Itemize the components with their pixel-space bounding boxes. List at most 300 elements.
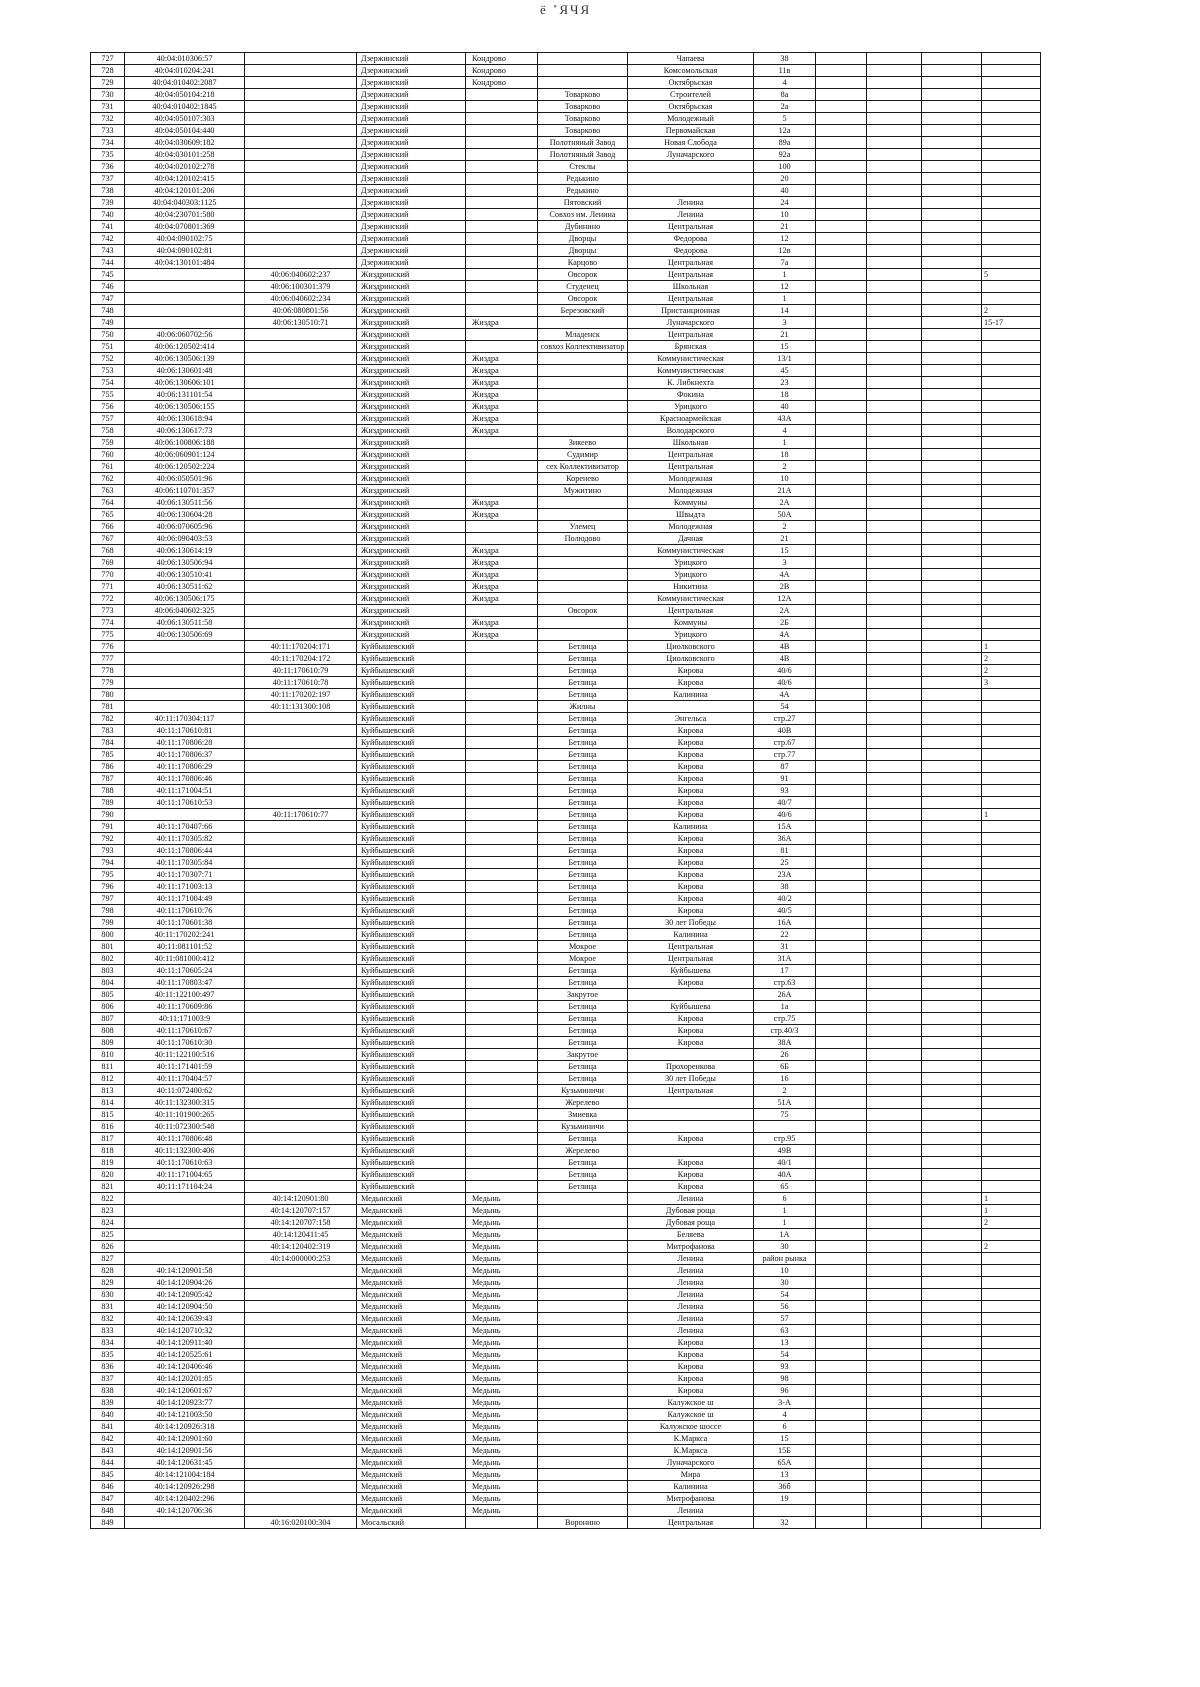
registry-table [90, 52, 1041, 1529]
house-cell: 40/1 [754, 1157, 816, 1169]
cadastral-number-a-cell: 40:14:120631:45 [125, 1457, 245, 1469]
table-row [91, 821, 1041, 833]
table-row [91, 221, 1041, 233]
col-11-cell [922, 257, 982, 269]
cadastral-number-b-cell [245, 1445, 357, 1457]
table-row [91, 53, 1041, 65]
street-cell: Центральная [628, 329, 754, 341]
col-12-cell [982, 1025, 1041, 1037]
city-cell [466, 329, 538, 341]
col-10-cell [867, 749, 922, 761]
table-row [91, 1301, 1041, 1313]
cadastral-number-a-cell: 40:06:130506:69 [125, 629, 245, 641]
district-cell: Жиздринский [357, 305, 466, 317]
col-9-cell [816, 1493, 867, 1505]
city-cell [466, 1013, 538, 1025]
cadastral-number-b-cell [245, 713, 357, 725]
district-cell: Куйбышевский [357, 1169, 466, 1181]
col-10-cell [867, 1181, 922, 1193]
city-cell [466, 1037, 538, 1049]
district-cell: Медынский [357, 1493, 466, 1505]
cadastral-number-a-cell: 40:04:030609:182 [125, 137, 245, 149]
col-11-cell [922, 857, 982, 869]
col-12-cell [982, 341, 1041, 353]
street-cell: Ленина [628, 1253, 754, 1265]
house-cell: 32 [754, 1517, 816, 1529]
col-12-cell [982, 1061, 1041, 1073]
street-cell: Кирова [628, 1013, 754, 1025]
cadastral-number-b-cell: 40:14:000000:253 [245, 1253, 357, 1265]
col-11-cell [922, 1205, 982, 1217]
cadastral-number-b-cell [245, 1169, 357, 1181]
table-row [91, 677, 1041, 689]
street-cell: Федорова [628, 233, 754, 245]
cadastral-number-a-cell: 40:06:130601:48 [125, 365, 245, 377]
cadastral-number-b-cell [245, 197, 357, 209]
col-11-cell [922, 917, 982, 929]
district-cell: Куйбышевский [357, 1073, 466, 1085]
district-cell: Куйбышевский [357, 977, 466, 989]
col-9-cell [816, 797, 867, 809]
settlement-cell: Жилны [538, 701, 628, 713]
city-cell [466, 101, 538, 113]
col-9-cell [816, 257, 867, 269]
cadastral-number-b-cell [245, 221, 357, 233]
city-cell [466, 857, 538, 869]
table-row [91, 509, 1041, 521]
cadastral-number-a-cell [125, 1217, 245, 1229]
city-cell: Жиздра [466, 425, 538, 437]
street-cell: Ленина [628, 1277, 754, 1289]
table-row [91, 305, 1041, 317]
district-cell: Медынский [357, 1289, 466, 1301]
col-11-cell [922, 1073, 982, 1085]
col-9-cell [816, 605, 867, 617]
city-cell: Медынь [466, 1433, 538, 1445]
col-10-cell [867, 137, 922, 149]
cadastral-number-a-cell: 40:06:130506:155 [125, 401, 245, 413]
col-11-cell [922, 977, 982, 989]
col-9-cell [816, 1229, 867, 1241]
col-9-cell [816, 1025, 867, 1037]
cadastral-number-b-cell [245, 1073, 357, 1085]
street-cell: Ленина [628, 209, 754, 221]
settlement-cell [538, 377, 628, 389]
cadastral-number-b-cell [245, 1157, 357, 1169]
street-cell: Центральная [628, 941, 754, 953]
table-row [91, 725, 1041, 737]
table-row [91, 713, 1041, 725]
house-cell: 51А [754, 1097, 816, 1109]
col-12-cell [982, 1289, 1041, 1301]
house-cell: 81 [754, 845, 816, 857]
row-number-cell: 741 [91, 221, 125, 233]
col-10-cell [867, 413, 922, 425]
cadastral-number-a-cell: 40:11:171004:51 [125, 785, 245, 797]
city-cell [466, 1001, 538, 1013]
house-cell: 7а [754, 257, 816, 269]
district-cell: Куйбышевский [357, 701, 466, 713]
cadastral-number-a-cell: 40:04:090102:81 [125, 245, 245, 257]
district-cell: Куйбышевский [357, 989, 466, 1001]
city-cell [466, 113, 538, 125]
col-12-cell: 3 [982, 677, 1041, 689]
col-10-cell [867, 977, 922, 989]
street-cell: Калужское ш [628, 1409, 754, 1421]
cadastral-number-a-cell: 40:06:130506:139 [125, 353, 245, 365]
cadastral-number-b-cell: 40:06:040602:234 [245, 293, 357, 305]
street-cell: Калинина [628, 689, 754, 701]
house-cell: 40 [754, 401, 816, 413]
cadastral-number-a-cell: 40:04:010402:2087 [125, 77, 245, 89]
col-12-cell: 1 [982, 809, 1041, 821]
district-cell: Куйбышевский [357, 1109, 466, 1121]
district-cell: Дзержинский [357, 125, 466, 137]
row-number-cell: 752 [91, 353, 125, 365]
settlement-cell: Бетлица [538, 881, 628, 893]
city-cell [466, 473, 538, 485]
settlement-cell: Воронино [538, 1517, 628, 1529]
col-10-cell [867, 593, 922, 605]
col-12-cell [982, 1313, 1041, 1325]
row-number-cell: 809 [91, 1037, 125, 1049]
city-cell: Медынь [466, 1481, 538, 1493]
cadastral-number-b-cell [245, 113, 357, 125]
street-cell [628, 185, 754, 197]
house-cell: 45 [754, 365, 816, 377]
col-12-cell [982, 1013, 1041, 1025]
col-10-cell [867, 449, 922, 461]
col-9-cell [816, 689, 867, 701]
cadastral-number-a-cell [125, 269, 245, 281]
cadastral-number-a-cell [125, 689, 245, 701]
cadastral-number-a-cell: 40:14:120601:67 [125, 1385, 245, 1397]
district-cell: Куйбышевский [357, 1097, 466, 1109]
cadastral-number-b-cell [245, 737, 357, 749]
city-cell: Медынь [466, 1457, 538, 1469]
district-cell: Куйбышевский [357, 941, 466, 953]
city-cell [466, 953, 538, 965]
city-cell: Жиздра [466, 569, 538, 581]
col-10-cell [867, 281, 922, 293]
col-9-cell [816, 905, 867, 917]
settlement-cell: Полюдово [538, 533, 628, 545]
city-cell [466, 125, 538, 137]
col-9-cell [816, 437, 867, 449]
street-cell: 30 лет Победы [628, 917, 754, 929]
house-cell: 96 [754, 1385, 816, 1397]
house-cell: 54 [754, 1349, 816, 1361]
cadastral-number-b-cell [245, 173, 357, 185]
row-number-cell: 848 [91, 1505, 125, 1517]
cadastral-number-b-cell [245, 1505, 357, 1517]
settlement-cell: Мокрое [538, 953, 628, 965]
col-12-cell [982, 1037, 1041, 1049]
row-number-cell: 773 [91, 605, 125, 617]
col-9-cell [816, 317, 867, 329]
col-11-cell [922, 665, 982, 677]
table-row [91, 137, 1041, 149]
house-cell: 31А [754, 953, 816, 965]
row-number-cell: 802 [91, 953, 125, 965]
row-number-cell: 767 [91, 533, 125, 545]
col-11-cell [922, 1445, 982, 1457]
house-cell: 30 [754, 1277, 816, 1289]
cadastral-number-b-cell [245, 977, 357, 989]
street-cell: Швыдта [628, 509, 754, 521]
col-9-cell [816, 101, 867, 113]
house-cell: 63 [754, 1325, 816, 1337]
col-12-cell: 2 [982, 1241, 1041, 1253]
street-cell: Кирова [628, 761, 754, 773]
col-11-cell [922, 1517, 982, 1529]
district-cell: Дзержинский [357, 173, 466, 185]
settlement-cell: Судимир [538, 449, 628, 461]
district-cell: Медынский [357, 1265, 466, 1277]
table-row [91, 545, 1041, 557]
district-cell: Куйбышевский [357, 965, 466, 977]
city-cell [466, 149, 538, 161]
district-cell: Куйбышевский [357, 797, 466, 809]
cadastral-number-a-cell: 40:14:121003:50 [125, 1409, 245, 1421]
row-number-cell: 849 [91, 1517, 125, 1529]
col-12-cell [982, 137, 1041, 149]
col-9-cell [816, 653, 867, 665]
table-row [91, 905, 1041, 917]
cadastral-number-b-cell [245, 1409, 357, 1421]
col-12-cell [982, 737, 1041, 749]
city-cell [466, 677, 538, 689]
table-row [91, 449, 1041, 461]
col-11-cell [922, 833, 982, 845]
district-cell: Медынский [357, 1433, 466, 1445]
settlement-cell: Кузьминичи [538, 1121, 628, 1133]
col-12-cell [982, 593, 1041, 605]
col-9-cell [816, 821, 867, 833]
col-10-cell [867, 1481, 922, 1493]
col-10-cell [867, 737, 922, 749]
settlement-cell: Дворцы [538, 233, 628, 245]
col-10-cell [867, 461, 922, 473]
house-cell: стр.63 [754, 977, 816, 989]
table-row [91, 473, 1041, 485]
row-number-cell: 772 [91, 593, 125, 605]
table-row [91, 341, 1041, 353]
street-cell: Строителей [628, 89, 754, 101]
cadastral-number-b-cell [245, 1121, 357, 1133]
col-10-cell [867, 677, 922, 689]
district-cell: Куйбышевский [357, 1085, 466, 1097]
house-cell: 1 [754, 269, 816, 281]
col-11-cell [922, 1277, 982, 1289]
house-cell [754, 1121, 816, 1133]
row-number-cell: 787 [91, 773, 125, 785]
city-cell [466, 1109, 538, 1121]
row-number-cell: 829 [91, 1277, 125, 1289]
row-number-cell: 768 [91, 545, 125, 557]
settlement-cell: Дворцы [538, 245, 628, 257]
street-cell: Куйбышева [628, 1001, 754, 1013]
row-number-cell: 776 [91, 641, 125, 653]
table-row [91, 293, 1041, 305]
col-10-cell [867, 581, 922, 593]
cadastral-number-b-cell [245, 545, 357, 557]
row-number-cell: 753 [91, 365, 125, 377]
col-10-cell [867, 1337, 922, 1349]
col-10-cell [867, 1169, 922, 1181]
street-cell: Дубовая роща [628, 1217, 754, 1229]
district-cell: Медынский [357, 1337, 466, 1349]
house-cell: 38А [754, 1037, 816, 1049]
cadastral-number-a-cell: 40:11:171003:13 [125, 881, 245, 893]
table-row [91, 173, 1041, 185]
row-number-cell: 747 [91, 293, 125, 305]
row-number-cell: 738 [91, 185, 125, 197]
row-number-cell: 744 [91, 257, 125, 269]
cadastral-number-a-cell: 40:04:070801:369 [125, 221, 245, 233]
row-number-cell: 775 [91, 629, 125, 641]
district-cell: Жиздринский [357, 497, 466, 509]
city-cell [466, 1097, 538, 1109]
cadastral-number-b-cell: 40:14:120411:45 [245, 1229, 357, 1241]
cadastral-number-b-cell [245, 413, 357, 425]
street-cell: Новая Слобода [628, 137, 754, 149]
row-number-cell: 734 [91, 137, 125, 149]
col-11-cell [922, 725, 982, 737]
row-number-cell: 764 [91, 497, 125, 509]
house-cell: 19 [754, 1493, 816, 1505]
cadastral-number-b-cell [245, 1097, 357, 1109]
settlement-cell [538, 617, 628, 629]
col-12-cell [982, 785, 1041, 797]
table-row [91, 1193, 1041, 1205]
street-cell: Ленина [628, 1301, 754, 1313]
settlement-cell: Бетлица [538, 761, 628, 773]
col-11-cell [922, 161, 982, 173]
col-10-cell [867, 1301, 922, 1313]
cadastral-number-b-cell [245, 881, 357, 893]
col-12-cell [982, 953, 1041, 965]
house-cell: стр.40/3 [754, 1025, 816, 1037]
col-9-cell [816, 1013, 867, 1025]
row-number-cell: 789 [91, 797, 125, 809]
cadastral-number-a-cell: 40:04:010402:1845 [125, 101, 245, 113]
table-row [91, 581, 1041, 593]
col-11-cell [922, 1505, 982, 1517]
settlement-cell [538, 1301, 628, 1313]
city-cell: Жиздра [466, 581, 538, 593]
col-10-cell [867, 485, 922, 497]
col-9-cell [816, 221, 867, 233]
settlement-cell: Овсорок [538, 293, 628, 305]
row-number-cell: 846 [91, 1481, 125, 1493]
row-number-cell: 831 [91, 1301, 125, 1313]
col-12-cell [982, 257, 1041, 269]
col-11-cell [922, 305, 982, 317]
district-cell: Медынский [357, 1361, 466, 1373]
col-9-cell [816, 809, 867, 821]
city-cell [466, 845, 538, 857]
col-12-cell [982, 149, 1041, 161]
cadastral-number-a-cell: 40:14:120901:58 [125, 1265, 245, 1277]
col-12-cell [982, 413, 1041, 425]
house-cell: 1 [754, 293, 816, 305]
city-cell [466, 725, 538, 737]
cadastral-number-b-cell [245, 329, 357, 341]
house-cell: 1а [754, 1001, 816, 1013]
cadastral-number-a-cell: 40:11:170601:38 [125, 917, 245, 929]
house-cell: 93 [754, 785, 816, 797]
col-11-cell [922, 1493, 982, 1505]
settlement-cell: Бетлица [538, 821, 628, 833]
col-10-cell [867, 773, 922, 785]
table-row [91, 149, 1041, 161]
street-cell: Коммунистическая [628, 365, 754, 377]
row-number-cell: 781 [91, 701, 125, 713]
district-cell: Медынский [357, 1325, 466, 1337]
district-cell: Жиздринский [357, 581, 466, 593]
col-10-cell [867, 1409, 922, 1421]
row-number-cell: 763 [91, 485, 125, 497]
col-11-cell [922, 113, 982, 125]
col-11-cell [922, 269, 982, 281]
col-9-cell [816, 617, 867, 629]
row-number-cell: 792 [91, 833, 125, 845]
house-cell: 15 [754, 1433, 816, 1445]
col-9-cell [816, 725, 867, 737]
street-cell [628, 1109, 754, 1121]
cadastral-number-b-cell [245, 425, 357, 437]
house-cell: 15Б [754, 1445, 816, 1457]
house-cell: 10 [754, 1265, 816, 1277]
col-11-cell [922, 1121, 982, 1133]
cadastral-number-b-cell [245, 725, 357, 737]
house-cell: 36А [754, 833, 816, 845]
cadastral-number-a-cell: 40:11:101900:265 [125, 1109, 245, 1121]
col-10-cell [867, 425, 922, 437]
district-cell: Жиздринский [357, 521, 466, 533]
col-10-cell [867, 1025, 922, 1037]
col-10-cell [867, 1385, 922, 1397]
street-cell: Кирова [628, 1181, 754, 1193]
row-number-cell: 811 [91, 1061, 125, 1073]
city-cell [466, 785, 538, 797]
table-row [91, 533, 1041, 545]
col-11-cell [922, 185, 982, 197]
city-cell: Жиздра [466, 377, 538, 389]
row-number-cell: 815 [91, 1109, 125, 1121]
district-cell: Куйбышевский [357, 761, 466, 773]
row-number-cell: 739 [91, 197, 125, 209]
cadastral-number-b-cell [245, 497, 357, 509]
cadastral-number-a-cell: 40:06:070605:96 [125, 521, 245, 533]
table-row [91, 1169, 1041, 1181]
col-9-cell [816, 89, 867, 101]
settlement-cell [538, 1409, 628, 1421]
cadastral-number-a-cell: 40:06:130511:56 [125, 497, 245, 509]
col-11-cell [922, 1373, 982, 1385]
row-number-cell: 812 [91, 1073, 125, 1085]
row-number-cell: 769 [91, 557, 125, 569]
city-cell: Жиздра [466, 593, 538, 605]
city-cell [466, 641, 538, 653]
cadastral-number-a-cell: 40:14:120639:43 [125, 1313, 245, 1325]
cadastral-number-a-cell: 40:11:171104:24 [125, 1181, 245, 1193]
city-cell [466, 221, 538, 233]
col-11-cell [922, 101, 982, 113]
col-11-cell [922, 653, 982, 665]
city-cell: Жиздра [466, 629, 538, 641]
